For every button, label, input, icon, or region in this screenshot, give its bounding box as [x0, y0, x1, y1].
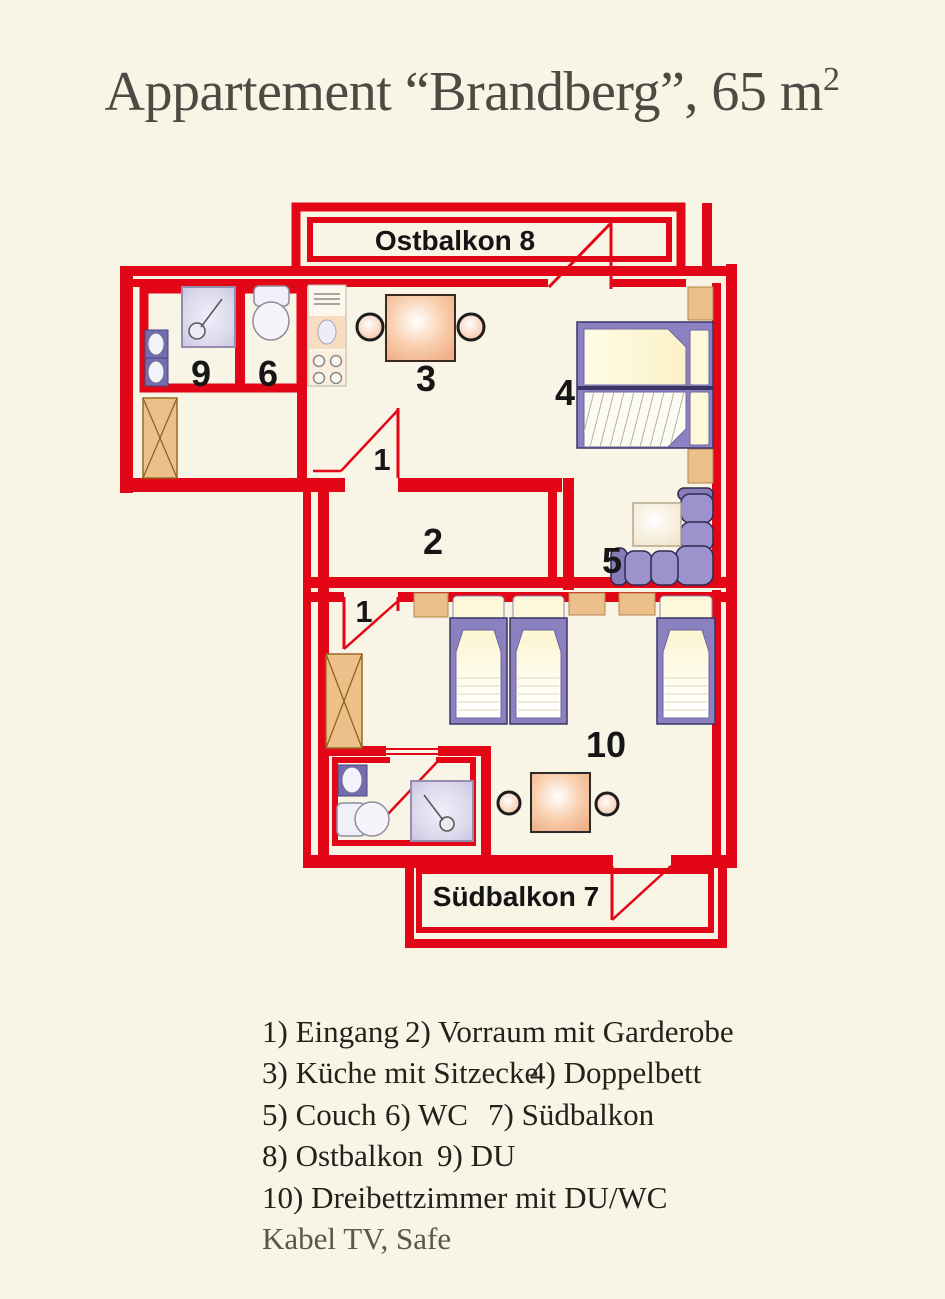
side-table [633, 503, 681, 546]
room-label-double-bed: 4 [554, 372, 576, 413]
kitchen-table [386, 295, 455, 361]
chair [498, 792, 520, 814]
room-label-couch: 5 [601, 540, 623, 581]
legend-item-suedbalkon: 7) Südbalkon [488, 1097, 655, 1132]
pillow [690, 330, 709, 385]
room10-table-set [498, 773, 618, 832]
chair [596, 793, 618, 815]
nightstand [569, 593, 605, 615]
chair [357, 314, 383, 340]
wardrobe-room10 [326, 654, 362, 748]
door-label-upper: 1 [373, 442, 391, 477]
east-balcony-door [549, 222, 611, 289]
toilet-wc [253, 286, 289, 340]
legend-note: Kabel TV, Safe [262, 1221, 452, 1256]
nightstand [688, 449, 713, 483]
legend-item-ostbalkon: 8) Ostbalkon [262, 1138, 424, 1173]
title-superscript: 2 [822, 61, 840, 98]
east-balcony-label: Ostbalkon 8 [374, 225, 536, 256]
chair [458, 314, 484, 340]
nightstand [688, 287, 713, 320]
legend-item-doppelbett: 4) Doppelbett [530, 1055, 702, 1090]
room-label-wc: 6 [257, 353, 279, 394]
south-balcony-door [612, 866, 671, 920]
legend-item-couch: 5) Couch [262, 1097, 377, 1132]
page-title: Appartement “Brandberg”, 65 $m^2$ [104, 61, 840, 123]
single-bed [657, 596, 715, 724]
kitchen-sink [318, 320, 336, 344]
room-label-kitchen: 3 [415, 358, 437, 399]
ensuite-toilet [337, 802, 389, 836]
nightstand [619, 593, 655, 615]
legend-item-dreibettzimmer: 10) Dreibettzimmer mit DU/WC [262, 1180, 668, 1215]
legend-item-wc: 6) WC [385, 1097, 468, 1132]
double-bed [577, 287, 713, 483]
kitchen-counter [308, 285, 346, 386]
room10-table [531, 773, 590, 832]
single-bed [510, 596, 567, 724]
wardrobe-hall [143, 398, 177, 478]
legend [262, 1014, 734, 1256]
ensuite-shower [411, 781, 473, 841]
room-label-hall: 2 [422, 521, 444, 562]
double-washbasin [145, 330, 168, 386]
legend-item-eingang: 1) Eingang [262, 1014, 399, 1049]
legend-item-kueche: 3) Küche mit Sitzecke [262, 1055, 539, 1090]
legend-item-du: 9) DU [437, 1138, 516, 1173]
south-balcony-label: Südbalkon 7 [432, 881, 600, 912]
room-label-shower: 9 [190, 353, 212, 394]
ensuite-washbasin [338, 765, 367, 796]
nightstand [414, 593, 448, 617]
pillow [690, 392, 709, 445]
shower-tray [182, 287, 235, 347]
door-label-lower: 1 [355, 594, 373, 629]
corner-couch [611, 488, 713, 585]
kitchen-table-set [357, 295, 484, 361]
legend-item-vorraum: 2) Vorraum mit Garderobe [405, 1014, 734, 1049]
room-label-triple-room: 10 [585, 724, 627, 765]
single-bed [450, 596, 507, 724]
